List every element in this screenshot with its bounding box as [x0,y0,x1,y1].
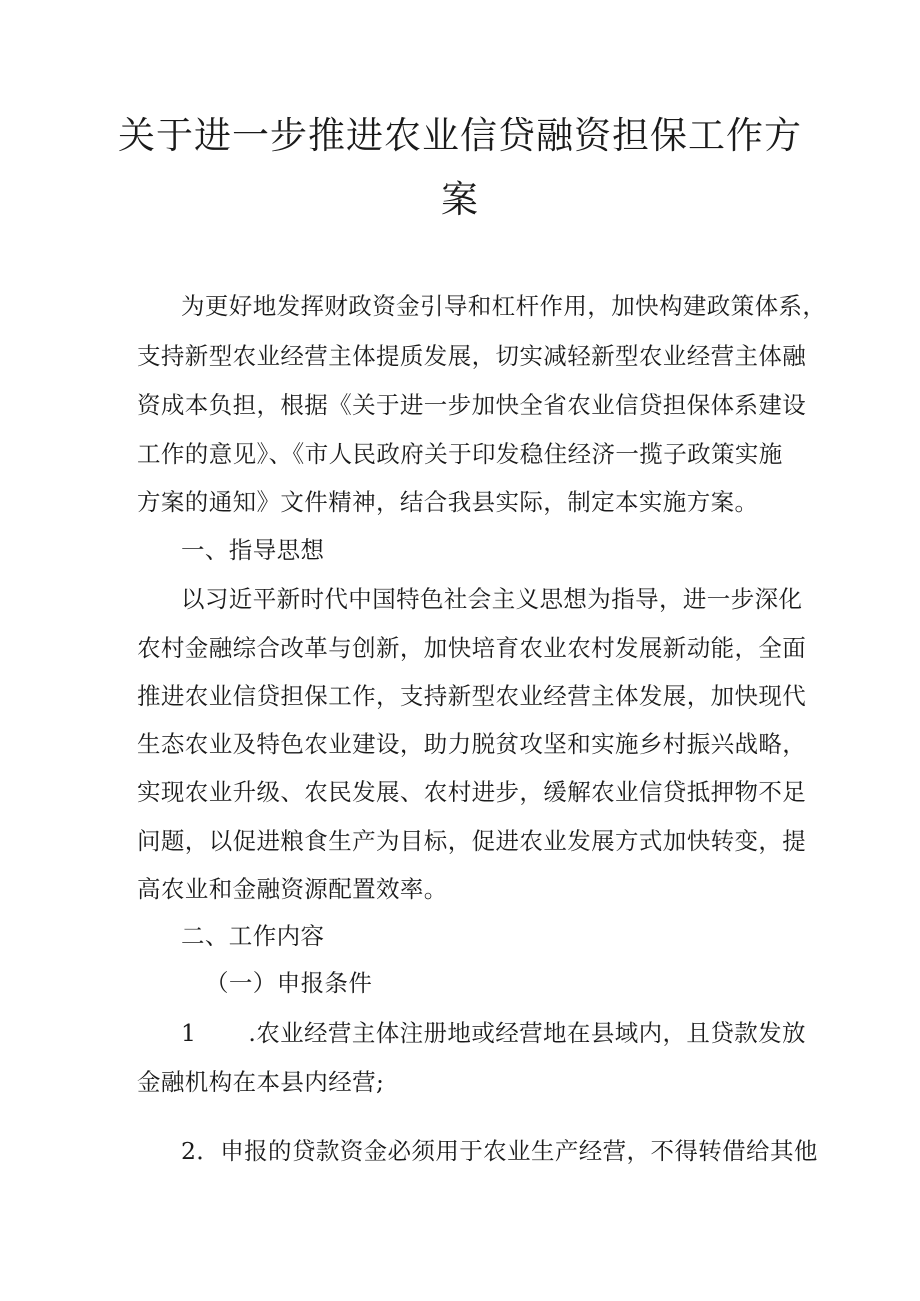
section1-line: 以习近平新时代中国特色社会主义思想为指导，进一步深化 [181,585,803,613]
section1-line: 问题，以促进粮食生产为目标，促进农业发展方式加快转变，提 [137,827,807,855]
document-title-line-1: 关于进一步推进农业信贷融资担保工作方 [118,114,802,157]
section-heading-work-content: 二、工作内容 [181,922,325,950]
section-heading-guiding-ideology: 一、指导思想 [181,536,325,564]
document-title-line-2: 案 [441,178,479,221]
intro-line: 工作的意见》、《市人民政府关于印发稳住经济一揽子政策实施 [137,440,783,468]
list-item-1-line-2: 金融机构在本县内经营; [137,1068,385,1096]
intro-line: 方案的通知》文件精神，结合我县实际，制定本实施方案。 [137,488,759,516]
list-item-2-line-1: 2．申报的贷款资金必须用于农业生产经营，不得转借给其他 [181,1137,818,1165]
subsection-heading-application-conditions: （一）申报条件 [205,969,373,997]
list-item-1-text: .农业经营主体注册地或经营地在县域内，且贷款发放 [248,1019,806,1047]
section1-line: 高农业和金融资源配置效率。 [137,875,448,903]
section1-line: 生态农业及特色农业建设，助力脱贫攻坚和实施乡村振兴战略， [137,730,807,758]
list-item-1-number: 1 [181,1019,197,1047]
list-item-1-line-1 [181,1019,806,1047]
section1-line: 实现农业升级、农民发展、农村进步，缓解农业信贷抵押物不足 [137,778,807,806]
section1-line: 推进农业信贷担保工作，支持新型农业经营主体发展，加快现代 [137,682,807,710]
intro-line: 为更好地发挥财政资金引导和杠杆作用，加快构建政策体系， [181,292,827,320]
section1-line: 农村金融综合改革与创新，加快培育农业农村发展新动能，全面 [137,634,807,662]
intro-line: 支持新型农业经营主体提质发展，切实减轻新型农业经营主体融 [137,342,807,370]
intro-line: 资成本负担，根据《关于进一步加快全省农业信贷担保体系建设 [137,391,807,419]
